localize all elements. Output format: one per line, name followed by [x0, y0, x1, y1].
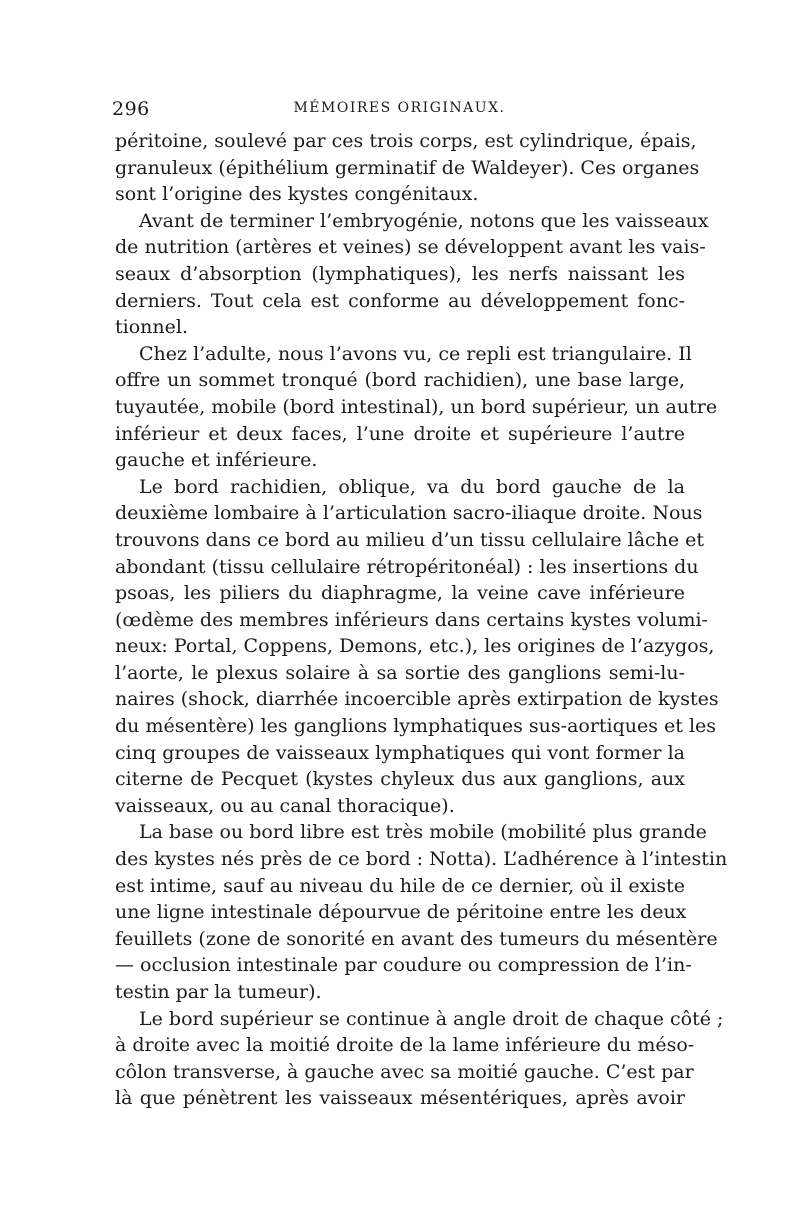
text-line: de nutrition (artères et veines) se développent avant les vais- — [115, 236, 706, 259]
page-number: 296 — [112, 98, 150, 120]
text-line: testin par la tumeur). — [115, 981, 322, 1003]
text-line: (œdème des membres inférieurs dans certains kystes volumi- — [115, 608, 708, 631]
text-line: cinq groupes de vaisseaux lymphatiques qui vont former la — [115, 741, 685, 764]
paragraph — [115, 819, 728, 1005]
text-line: naires (shock, diarrhée incoercible après extirpation de kystes — [115, 688, 719, 711]
text-line: Le bord supérieur se continue à angle droit de chaque côté ; — [139, 1007, 724, 1030]
text-line: feuillets (zone de sonorité en avant des tumeurs du mésentère — [115, 927, 718, 950]
body-text — [115, 128, 728, 1112]
running-title: MÉMOIRES ORIGINAUX. — [293, 100, 506, 116]
text-line: sont l’origine des kystes congénitaux. — [115, 183, 479, 206]
text-line: une ligne intestinale dépourvue de péritoine entre les deux — [115, 901, 687, 924]
text-line: tionnel. — [115, 316, 188, 339]
text-line: offre un sommet tronqué (bord rachidien), une base large, — [115, 369, 685, 392]
text-line: Avant de terminer l’embryogénie, notons que les vaisseaux — [139, 209, 709, 232]
text-line: granuleux (épithélium germinatif de Waldeyer). Ces organes — [115, 156, 700, 179]
text-line: gauche et inférieure. — [115, 449, 318, 472]
text-line: des kystes nés près de ce bord : Notta). L’adhérence à l’intestin — [115, 848, 728, 871]
paragraph — [115, 1006, 724, 1112]
page-header — [112, 98, 687, 124]
paragraph — [115, 128, 700, 208]
text-line: du mésentère) les ganglions lymphatiques sus-aortiques et les — [115, 715, 717, 738]
paragraph — [115, 208, 709, 341]
text-line: deuxième lombaire à l’articulation sacro-iliaque droite. Nous — [115, 502, 703, 525]
text-line: citerne de Pecquet (kystes chyleux dus aux ganglions, aux — [115, 768, 685, 791]
text-line: est intime, sauf au niveau du hile de ce dernier, où il existe — [115, 874, 685, 897]
text-line: Chez l’adulte, nous l’avons vu, ce repli est triangulaire. Il — [139, 342, 692, 365]
text-line: tuyautée, mobile (bord intestinal), un bord supérieur, un autre — [115, 395, 718, 418]
text-line: péritoine, soulevé par ces trois corps, est cylindrique, épais, — [115, 130, 697, 152]
text-line: seaux d’absorption (lymphatiques), les nerfs naissant les — [115, 262, 685, 285]
text-line: l’aorte, le plexus solaire à sa sortie des ganglions semi-lu- — [115, 661, 685, 684]
text-line: inférieur et deux faces, l’une droite et supérieure l’autre — [115, 422, 685, 445]
text-line: côlon transverse, à gauche avec sa moitié gauche. C’est par — [115, 1060, 694, 1083]
text-line: trouvons dans ce bord au milieu d’un tissu cellulaire lâche et — [115, 528, 705, 551]
text-line: — occlusion intestinale par coudure ou compression de l’in- — [115, 954, 692, 977]
text-line: psoas, les piliers du diaphragme, la veine cave inférieure — [115, 582, 685, 605]
text-line: La base ou bord libre est très mobile (mobilité plus grande — [139, 821, 707, 844]
text-line: Le bord rachidien, oblique, va du bord gauche de la — [139, 475, 685, 498]
paragraph — [115, 341, 718, 474]
paragraph — [115, 474, 719, 820]
text-line: là que pénètrent les vaisseaux mésentériques, après avoir — [115, 1087, 685, 1110]
text-line: à droite avec la moitié droite de la lame inférieure du méso- — [115, 1034, 695, 1057]
text-line: abondant (tissu cellulaire rétropéritonéal) : les insertions du — [115, 555, 699, 578]
text-line: neux: Portal, Coppens, Demons, etc.), les origines de l’azygos, — [115, 635, 715, 658]
text-line: derniers. Tout cela est conforme au développement fonc- — [115, 289, 685, 312]
text-line: vaisseaux, ou au canal thoracique). — [115, 794, 455, 817]
